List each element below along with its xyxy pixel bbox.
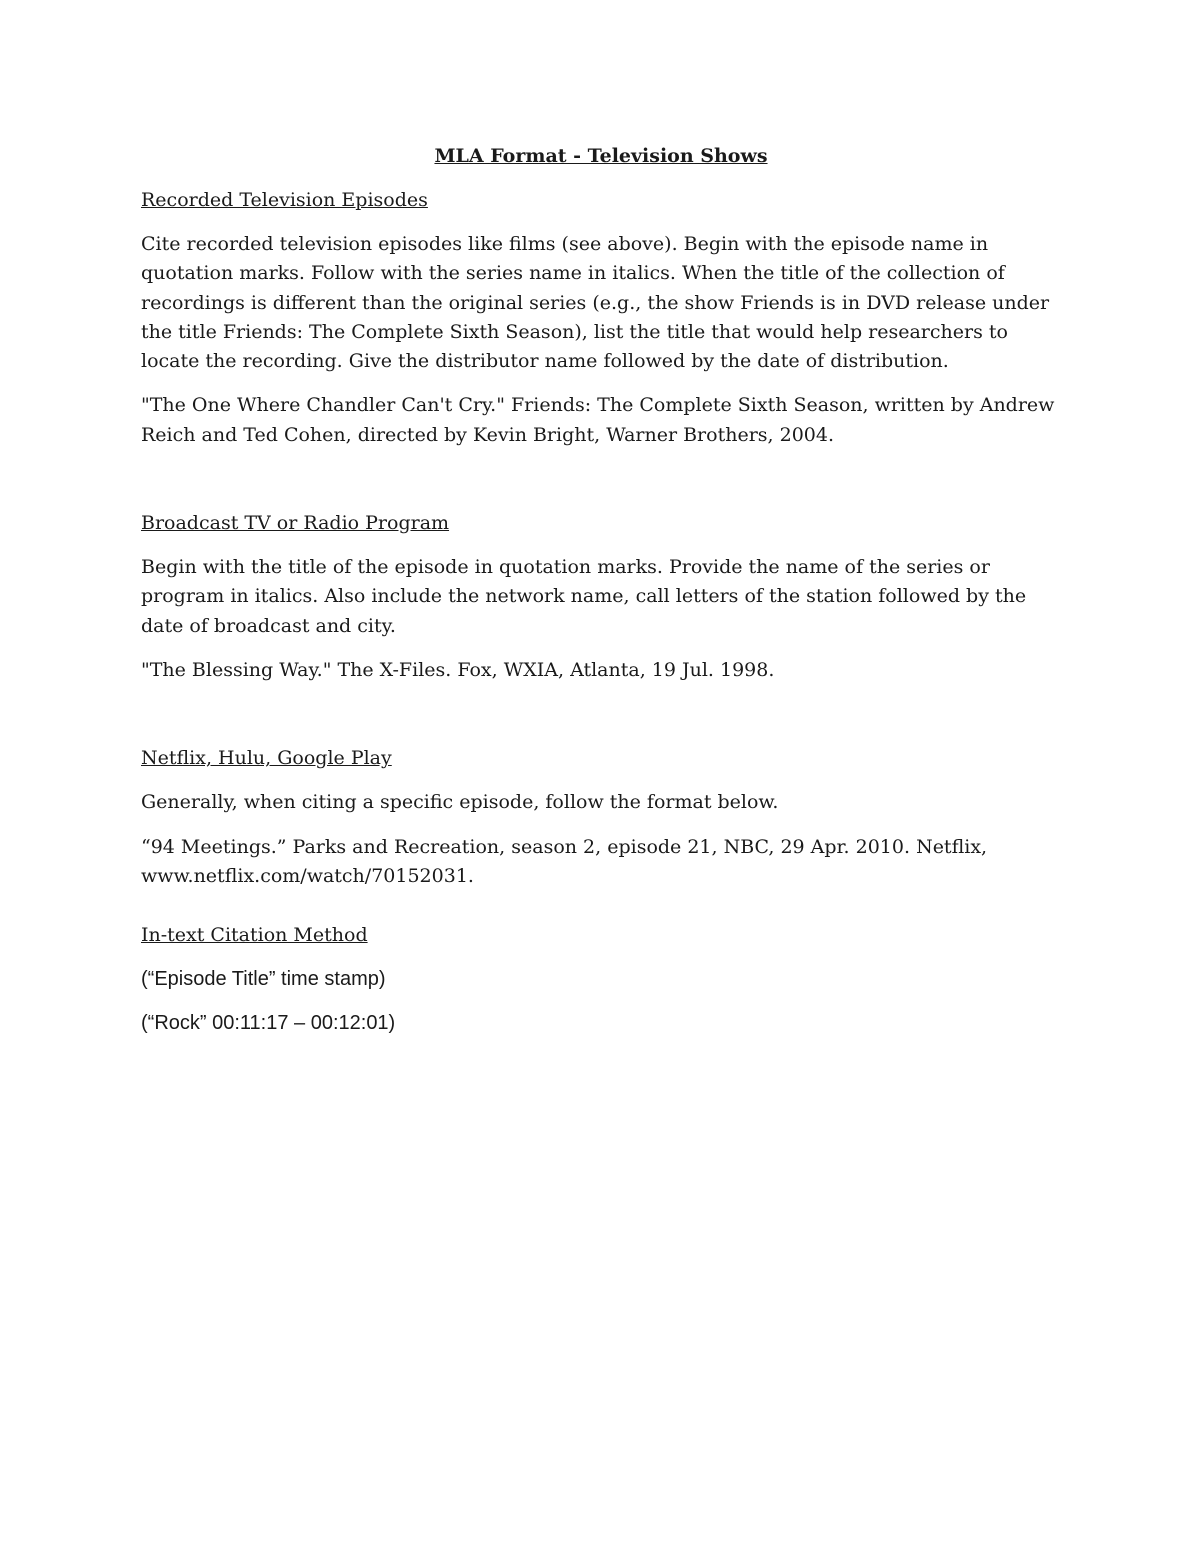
document-page xyxy=(141,142,1061,1054)
spacer xyxy=(141,465,1061,509)
in-text-citation-example: (“Rock” 00:11:17 – 00:12:01) xyxy=(141,1012,396,1035)
citation-example-streaming: “94 Meetings.” Parks and Recreation, season 2, episode 21, NBC, 29 Apr. 2010. Netflix, www.netflix.com/watch/70152031. xyxy=(141,835,988,887)
spacer xyxy=(141,906,1061,921)
spacer xyxy=(141,700,1061,744)
document-title: MLA Format - Television Shows xyxy=(434,145,768,167)
section-body-streaming: Generally, when citing a specific episode, follow the format below. xyxy=(141,791,779,814)
citation-example-broadcast: "The Blessing Way." The X-Files. Fox, WXIA, Atlanta, 19 Jul. 1998. xyxy=(141,658,775,681)
section-body-recorded-episodes: Cite recorded television episodes like films (see above). Begin with the episode name in quotation marks. Follow with the series name in italics. When the title of the collection of recordings is different than the original series (e.g., the show Friends is in DVD release under the title Friends: The Complete Sixth Season), list the title that would help researchers to locate the recording. Give the distributor name followed by the date of distribution. xyxy=(141,233,1050,373)
section-heading-streaming: Netflix, Hulu, Google Play xyxy=(141,747,392,770)
section-body-broadcast: Begin with the title of the episode in quotation marks. Provide the name of the series or program in italics. Also include the network name, call letters of the station followed by the date of broadcast and city. xyxy=(141,556,1027,637)
citation-example-recorded-episodes: "The One Where Chandler Can't Cry." Friends: The Complete Sixth Season, written by Andrew Reich and Ted Cohen, directed by Kevin Bright, Warner Brothers, 2004. xyxy=(141,394,1055,446)
section-heading-broadcast: Broadcast TV or Radio Program xyxy=(141,512,450,535)
section-heading-in-text-citation: In-text Citation Method xyxy=(141,924,368,947)
section-heading-recorded-episodes: Recorded Television Episodes xyxy=(141,189,428,211)
in-text-citation-format: (“Episode Title” time stamp) xyxy=(141,968,386,991)
